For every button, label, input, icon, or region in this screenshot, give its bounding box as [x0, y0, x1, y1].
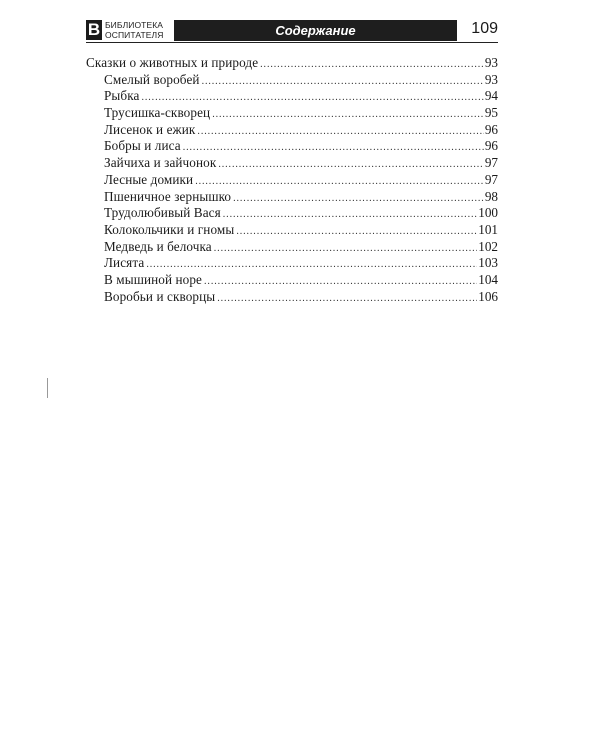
series-logo-line-1: БИБЛИОТЕКА: [105, 20, 164, 30]
dot-leader: [204, 274, 477, 291]
toc-entry-page: 100: [478, 205, 498, 221]
dot-leader: [218, 157, 483, 174]
toc-entry: [86, 189, 498, 206]
dot-leader: [183, 140, 484, 157]
dot-leader: [223, 207, 477, 224]
toc-entry-title: Трудолюбивый Вася: [104, 205, 221, 221]
margin-mark: [47, 378, 48, 398]
page-header: [86, 20, 498, 43]
toc-entry-page: 93: [484, 55, 498, 70]
section-title: Содержание: [174, 20, 457, 41]
toc-entry-page: 104: [478, 271, 498, 287]
toc-section-heading: [86, 55, 498, 72]
table-of-contents: [86, 55, 498, 305]
dot-leader: [202, 74, 484, 91]
toc-entry-page: 98: [484, 188, 498, 204]
dot-leader: [195, 174, 484, 191]
toc-entry-page: 97: [484, 171, 498, 187]
toc-entry-title: Зайчиха и зайчонок: [104, 155, 217, 171]
toc-entry-title: В мышиной норе: [104, 271, 203, 287]
toc-entry: [86, 239, 498, 256]
toc-entry: [86, 72, 498, 89]
toc-entry: [86, 155, 498, 172]
toc-entry-page: 103: [478, 255, 498, 271]
toc-entry-title: Трусишка-скворец: [104, 105, 211, 121]
toc-entry-title: Смелый воробей: [104, 71, 200, 87]
dot-leader: [214, 241, 477, 258]
toc-entry: [86, 222, 498, 239]
toc-entry-page: 96: [484, 121, 498, 137]
toc-entry-title: Сказки о животных и природе: [86, 55, 259, 70]
toc-entry-title: Колокольчики и гномы: [104, 221, 235, 237]
series-logo-letter: В: [87, 20, 101, 39]
toc-entry: [86, 105, 498, 122]
dot-leader: [212, 107, 484, 124]
toc-entry-title: Бобры и лиса: [104, 138, 181, 154]
toc-entry-title: Пшеничное зернышко: [104, 188, 232, 204]
toc-entry: [86, 272, 498, 289]
toc-entry: [86, 138, 498, 155]
toc-entry-title: Воробьи и скворцы: [104, 288, 216, 304]
series-logo-text: [105, 21, 163, 40]
toc-entry-page: 95: [484, 105, 498, 121]
dot-leader: [260, 57, 484, 74]
toc-entry: [86, 172, 498, 189]
toc-entry-page: 97: [484, 155, 498, 171]
toc-entry-page: 101: [478, 221, 498, 237]
toc-entry-page: 102: [478, 238, 498, 254]
toc-entry: [86, 289, 498, 306]
series-logo-line-2: ОСПИТАТЕЛЯ: [105, 29, 164, 40]
toc-entry-page: 106: [478, 288, 498, 304]
page-number: 109: [471, 20, 498, 37]
toc-entry-page: 96: [484, 138, 498, 154]
toc-entry: [86, 255, 498, 272]
toc-entry-title: Лисенок и ежик: [104, 121, 196, 137]
dot-leader: [233, 191, 484, 208]
toc-entry-title: Лесные домики: [104, 171, 194, 187]
toc-entry-title: Рыбка: [104, 88, 140, 104]
dot-leader: [236, 224, 477, 241]
toc-entry-page: 93: [484, 71, 498, 87]
toc-entry: [86, 88, 498, 105]
toc-entry: [86, 205, 498, 222]
toc-entry-title: Лисята: [104, 255, 145, 271]
toc-entry-title: Медведь и белочка: [104, 238, 212, 254]
dot-leader: [197, 124, 483, 141]
toc-entry: [86, 122, 498, 139]
toc-entry-page: 94: [484, 88, 498, 104]
dot-leader: [217, 291, 477, 308]
